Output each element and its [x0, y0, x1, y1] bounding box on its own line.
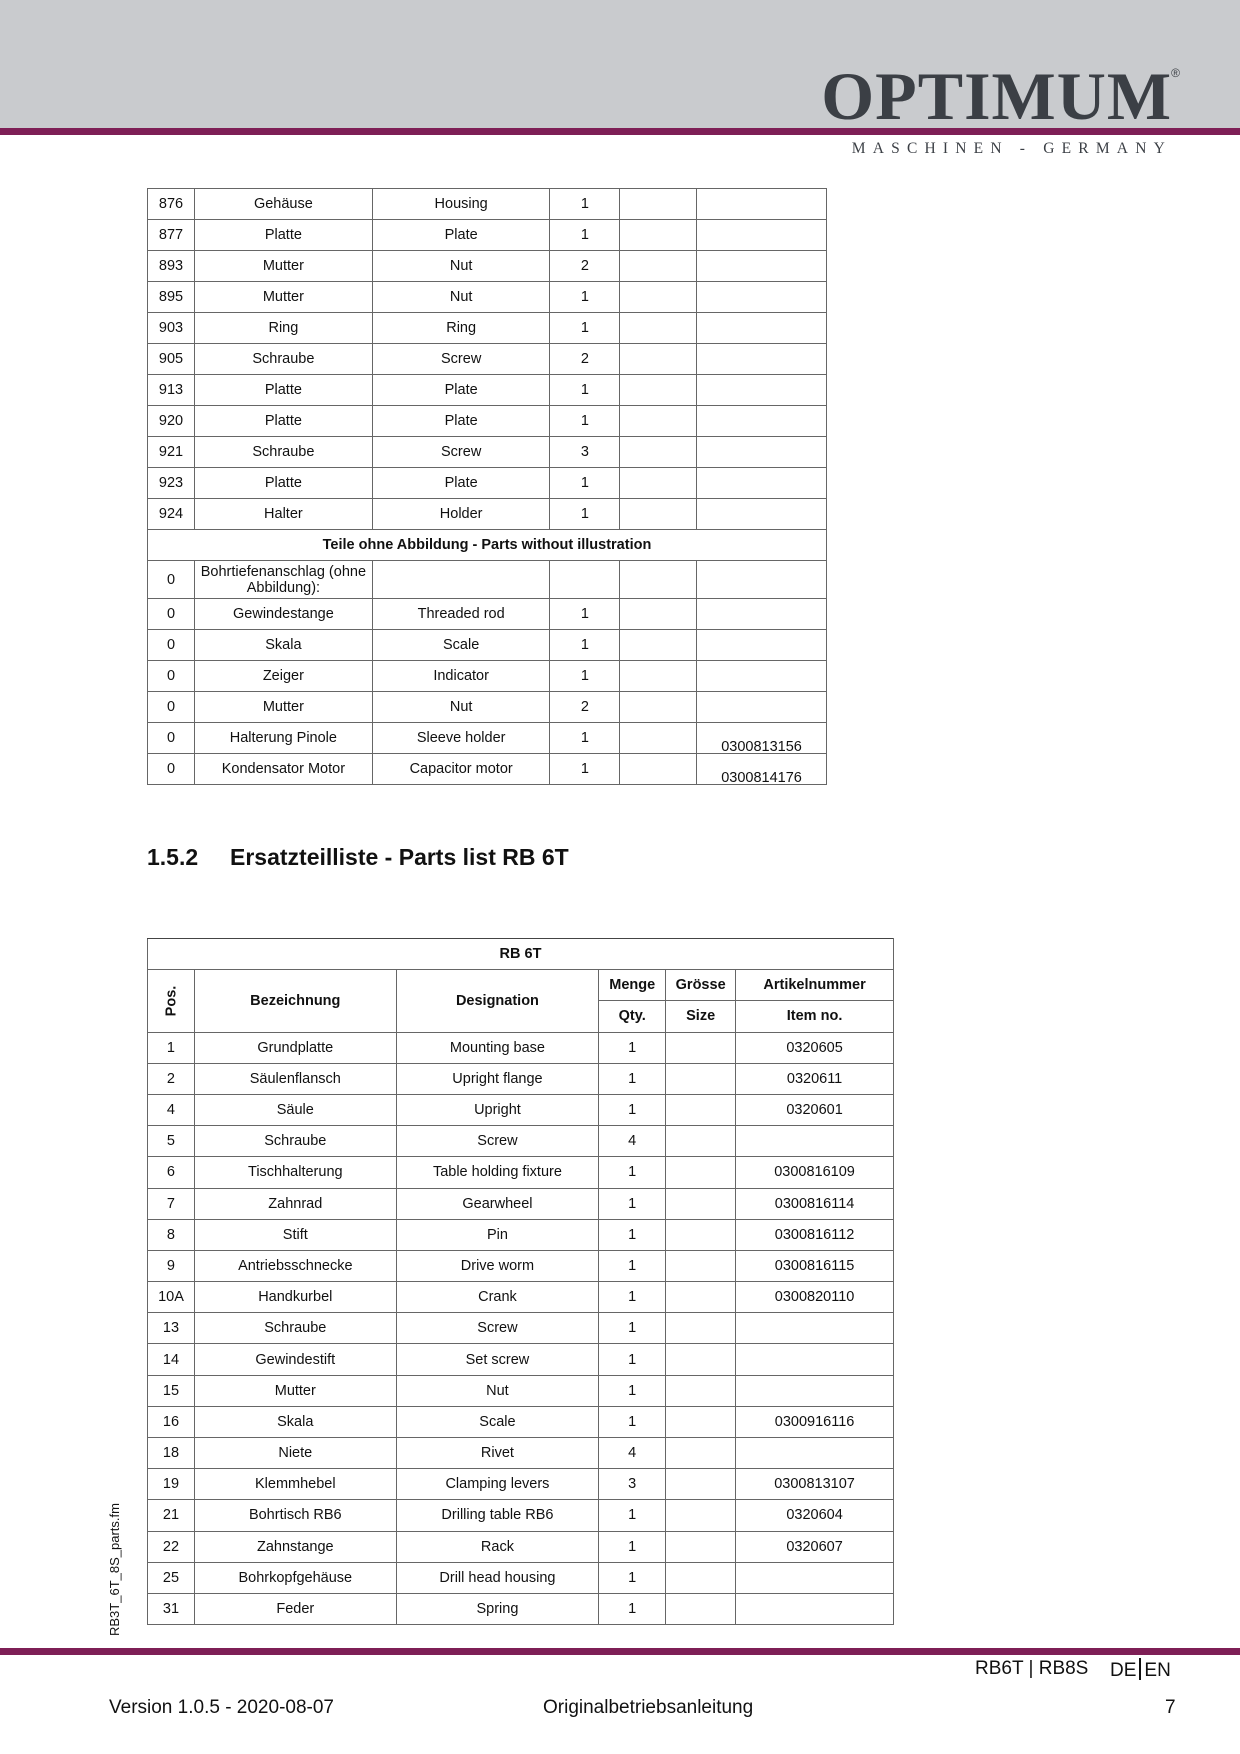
cell-item-no — [697, 661, 827, 692]
cell-designation: Plate — [372, 375, 550, 406]
cell-bezeichnung: Bohrkopfgehäuse — [194, 1562, 396, 1593]
table-row — [148, 1157, 894, 1188]
cell-item-no — [697, 189, 827, 220]
cell-item-no — [736, 1375, 894, 1406]
cell-item-no — [697, 251, 827, 282]
cell-size — [666, 1375, 736, 1406]
cell-pos: 0 — [148, 661, 195, 692]
cell-size — [666, 1438, 736, 1469]
cell-size — [666, 1032, 736, 1063]
cell-designation: Rack — [396, 1531, 599, 1562]
cell-qty: 1 — [550, 220, 620, 251]
cell-qty: 1 — [599, 1406, 666, 1437]
cell-bezeichnung: Säulenflansch — [194, 1063, 396, 1094]
cell-size — [666, 1562, 736, 1593]
cell-designation: Sleeve holder — [372, 723, 550, 754]
cell-bezeichnung: Schraube — [194, 1126, 396, 1157]
cell-designation: Mounting base — [396, 1032, 599, 1063]
table-row — [148, 1562, 894, 1593]
cell-size — [620, 437, 697, 468]
cell-qty: 1 — [599, 1500, 666, 1531]
cell-size — [620, 220, 697, 251]
footer-lang-en: EN — [1144, 1660, 1171, 1681]
table-row — [148, 251, 827, 282]
table-row — [148, 723, 827, 754]
table-row — [148, 1531, 894, 1562]
cell-pos: 905 — [148, 344, 195, 375]
cell-qty: 1 — [550, 406, 620, 437]
footer-version: Version 1.0.5 - 2020-08-07 — [109, 1697, 334, 1718]
cell-pos: 920 — [148, 406, 195, 437]
cell-bezeichnung: Grundplatte — [194, 1032, 396, 1063]
cell-pos: 913 — [148, 375, 195, 406]
table-row — [148, 220, 827, 251]
cell-item-no — [697, 375, 827, 406]
cell-pos: 4 — [148, 1094, 195, 1125]
header-row-1 — [148, 970, 894, 1001]
cell-designation: Table holding fixture — [396, 1157, 599, 1188]
cell-item-no: 0320605 — [736, 1032, 894, 1063]
cell-qty: 1 — [550, 599, 620, 630]
cell-bezeichnung: Bohrtiefenanschlag (ohne Abbildung): — [194, 561, 372, 599]
logo-registered-mark: ® — [1171, 66, 1180, 80]
cell-pos: 0 — [148, 599, 195, 630]
cell-qty: 1 — [550, 661, 620, 692]
cell-pos: 895 — [148, 282, 195, 313]
cell-item-no — [736, 1313, 894, 1344]
cell-qty: 2 — [550, 692, 620, 723]
cell-qty: 4 — [599, 1438, 666, 1469]
cell-bezeichnung: Gehäuse — [194, 189, 372, 220]
cell-item-no — [697, 344, 827, 375]
footer-model: RB6T | RB8S — [975, 1658, 1089, 1679]
cell-bezeichnung: Platte — [194, 468, 372, 499]
cell-size — [666, 1250, 736, 1281]
cell-designation: Threaded rod — [372, 599, 550, 630]
cell-designation: Nut — [372, 692, 550, 723]
cell-item-no — [736, 1593, 894, 1624]
cell-item-no: 0300820110 — [736, 1282, 894, 1313]
cell-bezeichnung: Kondensator Motor — [194, 754, 372, 785]
cell-size — [620, 313, 697, 344]
table-row — [148, 1344, 894, 1375]
cell-designation: Drill head housing — [396, 1562, 599, 1593]
cell-size — [620, 599, 697, 630]
cell-item-no — [736, 1438, 894, 1469]
cell-size — [620, 468, 697, 499]
cell-size — [666, 1126, 736, 1157]
table-row — [148, 561, 827, 599]
cell-designation: Holder — [372, 499, 550, 530]
cell-item-no — [697, 754, 827, 785]
cell-bezeichnung: Schraube — [194, 344, 372, 375]
cell-designation: Capacitor motor — [372, 754, 550, 785]
cell-designation: Plate — [372, 406, 550, 437]
cell-bezeichnung: Schraube — [194, 437, 372, 468]
section-title: Ersatzteilliste - Parts list RB 6T — [230, 844, 569, 870]
cell-qty: 1 — [599, 1282, 666, 1313]
footer-page-number: 7 — [1165, 1697, 1176, 1718]
cell-item-no: 0300916116 — [736, 1406, 894, 1437]
cell-pos: 5 — [148, 1126, 195, 1157]
cell-item-no — [697, 220, 827, 251]
item-number: 0300813156 — [721, 739, 802, 755]
cell-qty: 1 — [550, 499, 620, 530]
cell-pos: 31 — [148, 1593, 195, 1624]
cell-pos: 21 — [148, 1500, 195, 1531]
cell-item-no — [697, 499, 827, 530]
cell-pos: 2 — [148, 1063, 195, 1094]
cell-qty: 1 — [550, 468, 620, 499]
parts-table-rb6t — [147, 938, 894, 1625]
cell-designation: Plate — [372, 468, 550, 499]
cell-designation: Scale — [372, 630, 550, 661]
cell-bezeichnung: Gewindestift — [194, 1344, 396, 1375]
table-row — [148, 599, 827, 630]
cell-qty: 4 — [599, 1126, 666, 1157]
cell-designation: Pin — [396, 1219, 599, 1250]
cell-designation: Upright — [396, 1094, 599, 1125]
cell-pos: 19 — [148, 1469, 195, 1500]
cell-pos: 8 — [148, 1219, 195, 1250]
cell-bezeichnung: Mutter — [194, 282, 372, 313]
cell-size — [666, 1593, 736, 1624]
cell-pos: 25 — [148, 1562, 195, 1593]
cell-bezeichnung: Gewindestange — [194, 599, 372, 630]
cell-item-no — [697, 282, 827, 313]
table-row — [148, 1032, 894, 1063]
cell-designation: Crank — [396, 1282, 599, 1313]
cell-pos: 903 — [148, 313, 195, 344]
cell-designation: Housing — [372, 189, 550, 220]
footer-language — [1110, 1658, 1171, 1682]
cell-size — [620, 251, 697, 282]
cell-size — [620, 499, 697, 530]
cell-pos: 923 — [148, 468, 195, 499]
table-row — [148, 1126, 894, 1157]
item-number: 0300814176 — [721, 770, 802, 786]
cell-qty: 1 — [550, 313, 620, 344]
logo-word: OPTIMUM — [821, 58, 1172, 134]
table-row — [148, 282, 827, 313]
cell-qty: 1 — [599, 1562, 666, 1593]
cell-bezeichnung: Mutter — [194, 692, 372, 723]
cell-bezeichnung: Skala — [194, 630, 372, 661]
cell-designation: Indicator — [372, 661, 550, 692]
table-row — [148, 344, 827, 375]
table-row — [148, 1406, 894, 1437]
cell-item-no: 0320611 — [736, 1063, 894, 1094]
table-row — [148, 406, 827, 437]
cell-size — [666, 1531, 736, 1562]
section-heading — [147, 844, 569, 871]
cell-size — [620, 282, 697, 313]
header-pos-label: Pos. — [162, 985, 179, 1017]
cell-designation: Gearwheel — [396, 1188, 599, 1219]
header-artikelnummer: Artikelnummer — [736, 970, 894, 1001]
cell-size — [620, 630, 697, 661]
cell-size — [666, 1406, 736, 1437]
table-title: RB 6T — [148, 939, 894, 970]
cell-designation: Rivet — [396, 1438, 599, 1469]
cell-pos: 893 — [148, 251, 195, 282]
side-file-label: RB3T_6T_8S_parts.fm — [107, 1503, 122, 1636]
table-row — [148, 661, 827, 692]
cell-designation: Spring — [396, 1593, 599, 1624]
cell-bezeichnung: Skala — [194, 1406, 396, 1437]
cell-size — [666, 1094, 736, 1125]
table-row — [148, 1313, 894, 1344]
cell-bezeichnung: Stift — [194, 1219, 396, 1250]
cell-size — [666, 1313, 736, 1344]
cell-pos: 9 — [148, 1250, 195, 1281]
table-row — [148, 189, 827, 220]
table-row — [148, 1250, 894, 1281]
cell-pos: 924 — [148, 499, 195, 530]
cell-designation: Ring — [372, 313, 550, 344]
cell-pos: 22 — [148, 1531, 195, 1562]
cell-item-no — [736, 1344, 894, 1375]
cell-qty: 1 — [599, 1032, 666, 1063]
footer-lang-divider — [1139, 1658, 1141, 1680]
cell-bezeichnung: Zahnstange — [194, 1531, 396, 1562]
cell-bezeichnung: Platte — [194, 406, 372, 437]
cell-item-no — [697, 468, 827, 499]
cell-pos: 0 — [148, 692, 195, 723]
cell-qty: 1 — [599, 1250, 666, 1281]
cell-qty: 1 — [550, 630, 620, 661]
cell-bezeichnung: Mutter — [194, 251, 372, 282]
cell-designation: Upright flange — [396, 1063, 599, 1094]
cell-size — [620, 723, 697, 754]
cell-designation: Plate — [372, 220, 550, 251]
table-row — [148, 437, 827, 468]
table-row — [148, 1500, 894, 1531]
cell-size — [666, 1469, 736, 1500]
table-row — [148, 630, 827, 661]
cell-size — [620, 561, 697, 599]
section-title-cell: Teile ohne Abbildung - Parts without illustration — [148, 530, 827, 561]
cell-pos: 921 — [148, 437, 195, 468]
cell-qty: 1 — [599, 1219, 666, 1250]
cell-designation: Screw — [372, 437, 550, 468]
cell-bezeichnung: Antriebsschnecke — [194, 1250, 396, 1281]
table-row — [148, 1282, 894, 1313]
cell-item-no: 0300813107 — [736, 1469, 894, 1500]
cell-bezeichnung: Platte — [194, 220, 372, 251]
cell-bezeichnung: Feder — [194, 1593, 396, 1624]
cell-item-no: 0320601 — [736, 1094, 894, 1125]
cell-designation — [372, 561, 550, 599]
cell-pos: 10A — [148, 1282, 195, 1313]
cell-item-no — [697, 599, 827, 630]
cell-qty: 1 — [599, 1063, 666, 1094]
table-row — [148, 1375, 894, 1406]
table-row — [148, 375, 827, 406]
cell-pos: 7 — [148, 1188, 195, 1219]
cell-designation: Nut — [396, 1375, 599, 1406]
table-row — [148, 499, 827, 530]
cell-bezeichnung: Halter — [194, 499, 372, 530]
cell-item-no — [736, 1126, 894, 1157]
cell-item-no: 0300816112 — [736, 1219, 894, 1250]
cell-size — [620, 754, 697, 785]
table-row — [148, 1063, 894, 1094]
cell-size — [666, 1188, 736, 1219]
cell-pos: 18 — [148, 1438, 195, 1469]
footer-lang-de: DE — [1110, 1660, 1137, 1681]
cell-pos: 16 — [148, 1406, 195, 1437]
cell-bezeichnung: Platte — [194, 375, 372, 406]
cell-bezeichnung: Ring — [194, 313, 372, 344]
cell-qty: 1 — [550, 189, 620, 220]
cell-item-no — [697, 692, 827, 723]
cell-size — [666, 1500, 736, 1531]
header-size: Size — [666, 1001, 736, 1032]
table-row — [148, 1094, 894, 1125]
cell-qty: 1 — [599, 1375, 666, 1406]
cell-bezeichnung: Halterung Pinole — [194, 723, 372, 754]
cell-designation: Nut — [372, 282, 550, 313]
section-number: 1.5.2 — [147, 844, 199, 870]
cell-item-no — [697, 723, 827, 754]
cell-item-no: 0320604 — [736, 1500, 894, 1531]
cell-size — [620, 661, 697, 692]
logo-subtitle: MASCHINEN - GERMANY — [851, 140, 1172, 157]
table-row — [148, 468, 827, 499]
cell-qty: 1 — [599, 1344, 666, 1375]
cell-qty: 2 — [550, 251, 620, 282]
cell-designation: Drilling table RB6 — [396, 1500, 599, 1531]
cell-size — [620, 406, 697, 437]
cell-size — [666, 1344, 736, 1375]
cell-pos: 1 — [148, 1032, 195, 1063]
cell-bezeichnung: Zahnrad — [194, 1188, 396, 1219]
cell-bezeichnung: Mutter — [194, 1375, 396, 1406]
cell-bezeichnung: Handkurbel — [194, 1282, 396, 1313]
header-item-no: Item no. — [736, 1001, 894, 1032]
cell-item-no — [697, 437, 827, 468]
cell-designation: Clamping levers — [396, 1469, 599, 1500]
cell-pos: 0 — [148, 561, 195, 599]
header-qty: Qty. — [599, 1001, 666, 1032]
table-row — [148, 754, 827, 785]
parts-table-continued — [147, 188, 827, 785]
table-row — [148, 1188, 894, 1219]
cell-qty: 1 — [599, 1188, 666, 1219]
cell-pos: 14 — [148, 1344, 195, 1375]
cell-bezeichnung: Niete — [194, 1438, 396, 1469]
cell-bezeichnung: Säule — [194, 1094, 396, 1125]
cell-pos: 0 — [148, 754, 195, 785]
cell-qty — [550, 561, 620, 599]
cell-pos: 13 — [148, 1313, 195, 1344]
table-row — [148, 1219, 894, 1250]
cell-designation: Set screw — [396, 1344, 599, 1375]
cell-qty: 2 — [550, 344, 620, 375]
cell-size — [620, 189, 697, 220]
cell-pos: 876 — [148, 189, 195, 220]
cell-size — [620, 692, 697, 723]
cell-pos: 6 — [148, 1157, 195, 1188]
cell-qty: 1 — [599, 1094, 666, 1125]
cell-qty: 1 — [599, 1531, 666, 1562]
header-bezeichnung: Bezeichnung — [194, 970, 396, 1032]
cell-qty: 1 — [550, 754, 620, 785]
cell-bezeichnung: Bohrtisch RB6 — [194, 1500, 396, 1531]
cell-pos: 0 — [148, 630, 195, 661]
cell-item-no — [697, 313, 827, 344]
cell-item-no: 0300816114 — [736, 1188, 894, 1219]
cell-bezeichnung: Tischhalterung — [194, 1157, 396, 1188]
cell-item-no: 0320607 — [736, 1531, 894, 1562]
cell-designation: Screw — [396, 1313, 599, 1344]
cell-qty: 1 — [550, 723, 620, 754]
cell-qty: 1 — [550, 375, 620, 406]
cell-item-no: 0300816115 — [736, 1250, 894, 1281]
cell-qty: 3 — [550, 437, 620, 468]
cell-item-no — [697, 406, 827, 437]
cell-bezeichnung: Zeiger — [194, 661, 372, 692]
cell-pos: 877 — [148, 220, 195, 251]
cell-pos: 15 — [148, 1375, 195, 1406]
cell-item-no — [697, 561, 827, 599]
cell-qty: 1 — [550, 282, 620, 313]
cell-qty: 3 — [599, 1469, 666, 1500]
table-row — [148, 1593, 894, 1624]
cell-qty: 1 — [599, 1593, 666, 1624]
cell-designation: Screw — [396, 1126, 599, 1157]
cell-pos: 0 — [148, 723, 195, 754]
footer-rule — [0, 1648, 1240, 1655]
header-pos — [148, 970, 195, 1032]
cell-designation: Screw — [372, 344, 550, 375]
header-menge: Menge — [599, 970, 666, 1001]
header-designation: Designation — [396, 970, 599, 1032]
cell-item-no — [736, 1562, 894, 1593]
cell-bezeichnung: Schraube — [194, 1313, 396, 1344]
cell-size — [620, 344, 697, 375]
table-row — [148, 313, 827, 344]
cell-size — [666, 1219, 736, 1250]
cell-item-no — [697, 630, 827, 661]
cell-size — [666, 1157, 736, 1188]
cell-designation: Drive worm — [396, 1250, 599, 1281]
cell-item-no: 0300816109 — [736, 1157, 894, 1188]
table-row — [148, 1469, 894, 1500]
footer-document-type: Originalbetriebsanleitung — [543, 1697, 754, 1718]
table-row — [148, 692, 827, 723]
table-title-row — [148, 939, 894, 970]
optimum-logo — [821, 58, 1180, 157]
cell-size — [666, 1063, 736, 1094]
table-row — [148, 1438, 894, 1469]
cell-qty: 1 — [599, 1313, 666, 1344]
cell-bezeichnung: Klemmhebel — [194, 1469, 396, 1500]
cell-designation: Scale — [396, 1406, 599, 1437]
cell-qty: 1 — [599, 1157, 666, 1188]
cell-size — [666, 1282, 736, 1313]
section-row — [148, 530, 827, 561]
cell-designation: Nut — [372, 251, 550, 282]
header-groesse: Grösse — [666, 970, 736, 1001]
cell-size — [620, 375, 697, 406]
